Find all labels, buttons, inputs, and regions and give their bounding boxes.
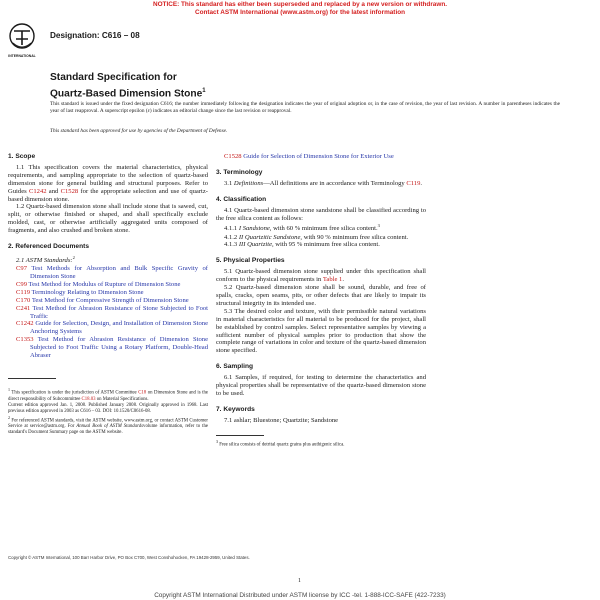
scope-para-1: 1.1 This specification covers the material characteristics, physical requirements, and sampling appropriate to the selection of quartz-based dimension stone for general building and structural purposes. Refer to Guides C1242 and C1528 for the appropriate selection and use of quartz-based dimension stone. — [8, 163, 208, 203]
classification-item: 4.1.3 III Quartzite, with 95 % minimum free silica content. — [224, 241, 380, 249]
classification-item: 4.1.2 II Quartzitic Sandstone, with 90 % minimum free silica content. — [224, 233, 409, 241]
reference-title-link[interactable]: Test Method for Abrasion Resistance of Dimension Stone Subjected to Foot Traffic Using a Rotary Platform, Double-Head Abraser — [30, 336, 209, 360]
ref-link-c1803[interactable]: C18.03 — [81, 396, 96, 402]
section-sampling-heading: 6. Sampling — [216, 363, 254, 371]
references-intro: 2.1 ASTM Standards:$^2$ — [16, 254, 75, 265]
reference-title-link[interactable]: Test Method for Compressive Strength of Dimension Stone — [31, 296, 189, 304]
page-number: 1 — [298, 578, 301, 584]
ref-link-c1242[interactable]: C1242 — [28, 187, 47, 195]
physical-para-1: 5.1 Quartz-based dimension stone supplied under this specification shall conform to the physical requirements in Table 1. — [216, 268, 426, 284]
reference-title-link[interactable]: Test Methods for Absorption and Bulk Specific Gravity of Dimension Stone — [30, 265, 208, 280]
reference-title-link[interactable]: Test Method for Modulus of Rupture of Dimension Stone — [28, 280, 181, 288]
reference-code-link[interactable]: C1353 — [16, 336, 34, 344]
document-title — [50, 72, 206, 100]
reference-code-link[interactable]: C99 — [16, 280, 27, 288]
reference-code-link[interactable]: C97 — [16, 265, 27, 273]
reference-code-link[interactable]: C1242 — [16, 320, 34, 328]
classification-para-1: 4.1 Quartz-based dimension stone sandstone shall be classified according to the free silica content as follows: — [216, 206, 426, 222]
physical-para-2: 5.2 Quartz-based dimension stone shall be sound, durable, and free of spalls, cracks, open seams, pits, or other defects that are likely to impair its structural integrity in its intended use. — [216, 284, 426, 307]
title-line-1: Standard Specification for — [50, 72, 177, 83]
footnote-2: $^2$ For referenced ASTM standards, visit the ASTM website, www.astm.org, or contact ASTM Customer Service at service@astm.org. For Annual Book of ASTM Standardsvolume information, refer to the standard's Document Summary page on the ASTM website. — [8, 414, 208, 436]
reference-item — [16, 336, 208, 360]
reference-title-link[interactable]: Terminology Relating to Dimension Stone — [31, 288, 144, 296]
physical-para-3: 5.3 The desired color and texture, with their permissible natural variations in material characteristics for all material to be produced for the project, shall be established by control samples. Select representative samples by viewing a sufficient number of physical samples prior to production that show the complete range of variations in color and texture of the quartz-based dimension stone specified. — [216, 307, 426, 355]
section-physical-heading: 5. Physical Properties — [216, 257, 285, 265]
reference-item — [16, 281, 208, 289]
footnote-3: $^3$ Free silica consists of detrital quartz grains plus authigenic silica. — [216, 438, 345, 448]
sampling-para-1: 6.1 Samples, if required, for testing to determine the characteristics and physical properties shall be representative of the quartz-based dimension stone to be used. — [216, 374, 426, 397]
title-line-2 — [50, 85, 206, 101]
reference-item — [16, 289, 208, 297]
footnote-rule — [8, 378, 56, 379]
reference-code-link[interactable]: C119 — [16, 288, 31, 296]
distribution-line: Copyright ASTM International Distributed under ASTM license by ICC -tel. 1-888-ICC-SAFE (422-7233) — [154, 592, 446, 599]
ref-link-c18[interactable]: C18 — [138, 390, 147, 396]
scope-para-2: 1.2 Quartz-based dimension stone shall include stone that is sawed, cut, split, or otherwise finished or shaped, and shall specifically exclude molded, cast, or otherwise artificially aggregated units composed of fragments, and also crushed and broken stone. — [8, 203, 208, 235]
reference-item — [16, 265, 208, 281]
footnotes-left — [8, 387, 208, 436]
footnote-rule-right — [216, 435, 264, 436]
approval-note: This standard has been approved for use by agencies of the Department of Defense. — [50, 128, 228, 134]
reference-title-link[interactable]: Guide for Selection of Dimension Stone for Exterior Use — [243, 153, 394, 160]
footnote-1-current-edition: Current edition approved Jan. 1, 2008. Published January 2008. Originally approved in 1968. Last previous edition approved in 2003 as C616 – 03. DOI: 10.1520/C0616-08. — [8, 402, 208, 414]
logo-subtext: INTERNATIONAL — [8, 54, 36, 58]
left-column — [8, 153, 208, 436]
issue-note: This standard is issued under the fixed designation C616; the number immediately following the designation indicates the year of original adoption or, in the case of revision, the year of last revision. A number in parentheses indicates the year of last reapproval. A superscript epsilon (ε) indicates an editorial change since the last revision or reapproval. — [50, 101, 560, 114]
reference-item — [16, 297, 208, 305]
references-list — [8, 265, 208, 360]
section-scope-heading: 1. Scope — [8, 153, 36, 160]
astm-logo-icon — [8, 23, 36, 61]
reference-code-link[interactable]: C241 — [16, 304, 31, 312]
section-classification-heading: 4. Classification — [216, 195, 267, 203]
right-column — [216, 153, 426, 448]
section-references-heading: 2. Referenced Documents — [8, 243, 89, 251]
footer-copyright: Copyright © ASTM International, 100 Barr Harbor Drive, PO Box C700, West Conshohocken, PA 19428-2959, United States. — [8, 555, 250, 560]
footnote-1: $^1$ This specification is under the jurisdiction of ASTM Committee C18 on Dimension Stone and is the direct responsibility of Subcommittee C18.03 on Material Specifications. — [8, 386, 208, 402]
reference-item — [16, 320, 208, 336]
terminology-para-1: 3.1 Definitions—All definitions are in accordance with Terminology C119. — [224, 179, 423, 187]
designation: Designation: C616 – 08 — [50, 31, 140, 40]
ref-link-c119[interactable]: C119 — [406, 179, 421, 187]
notice-line-1: NOTICE: This standard has either been superseded and replaced by a new version or withdrawn. — [152, 1, 448, 8]
title-main: Quartz-Based Dimension Stone — [50, 87, 203, 99]
ref-link-table-1[interactable]: Table 1 — [322, 276, 343, 284]
notice-line-2: Contact ASTM International (www.astm.org) for the latest information — [194, 9, 406, 16]
reference-code-link[interactable]: C170 — [16, 296, 31, 304]
section-terminology-heading: 3. Terminology — [216, 168, 263, 176]
reference-title-link[interactable]: Test Method for Abrasion Resistance of Stone Subjected to Foot Traffic — [30, 304, 209, 320]
title-footnote-mark: 1 — [202, 87, 206, 94]
references-list-continued — [216, 153, 426, 161]
reference-code-link[interactable]: C1528 — [224, 153, 242, 160]
classification-list — [216, 222, 426, 249]
reference-title-link[interactable]: Guide for Selection, Design, and Installation of Dimension Stone Anchoring Systems — [30, 320, 208, 336]
keywords-para-1: 7.1 ashlar; Bluestone; Quartzite; Sandstone — [224, 416, 339, 424]
classification-item: 4.1.1 I Sandstone, with 60 % minimum free silica content.$^3$ — [224, 223, 380, 233]
reference-item — [224, 153, 426, 161]
reference-item — [16, 305, 208, 321]
ref-link-c1528[interactable]: C1528 — [60, 187, 79, 195]
astm-logo — [8, 23, 36, 61]
section-keywords-heading: 7. Keywords — [216, 405, 255, 413]
supersede-notice — [0, 1, 600, 17]
